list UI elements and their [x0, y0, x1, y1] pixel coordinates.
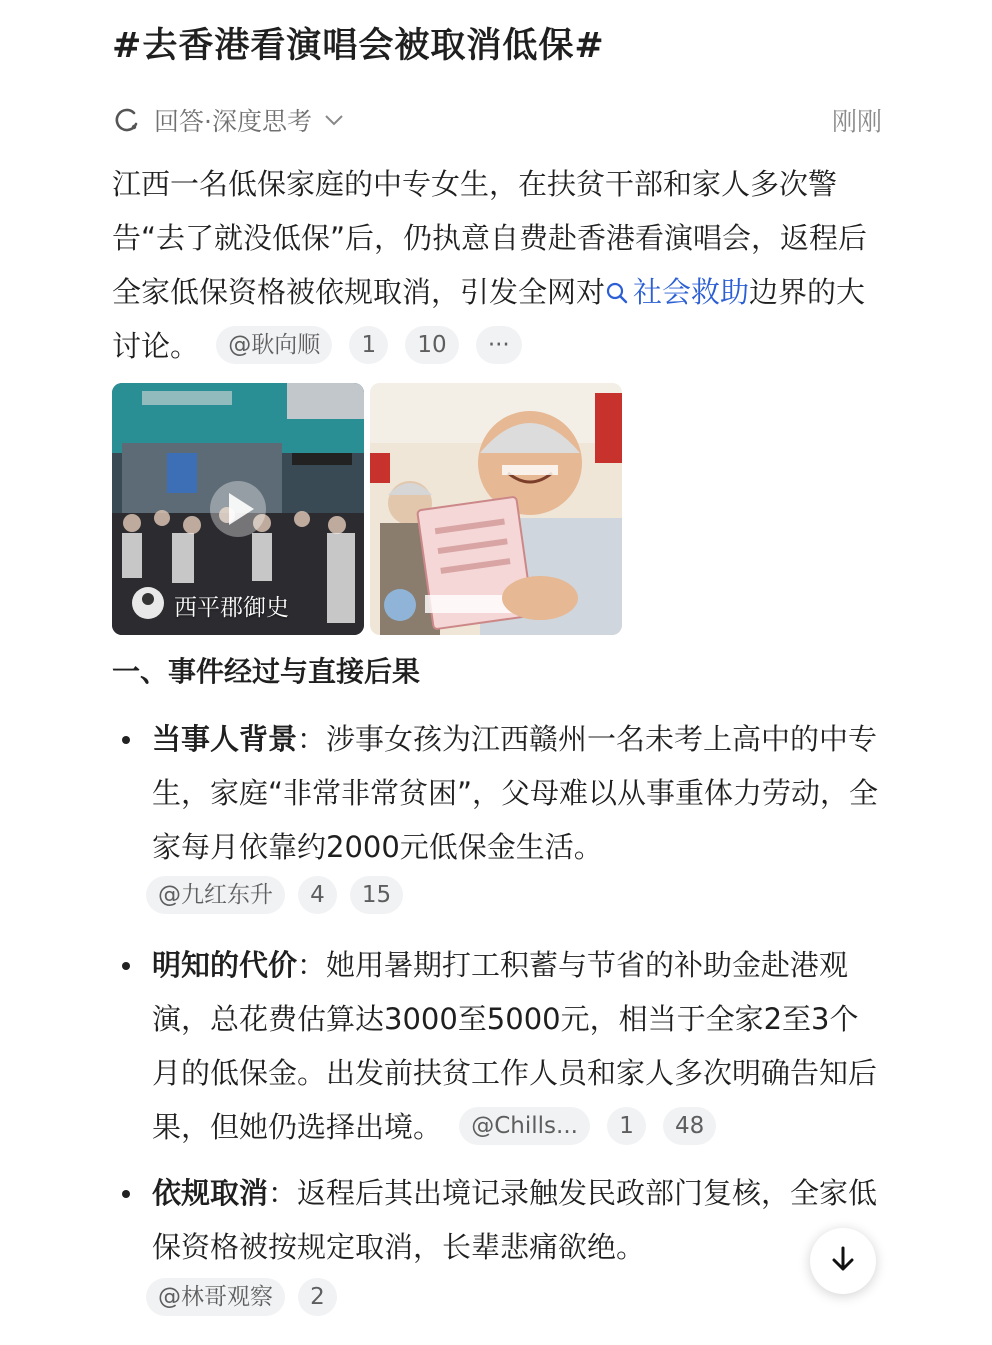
list-item-body: ：返程后其出境记录触发民政部门复核，全家低保资格被按规定取消，长辈悲痛欲绝。: [152, 1176, 878, 1264]
chevron-down-icon[interactable]: [324, 113, 344, 127]
media-gallery: [112, 383, 632, 635]
source-chip[interactable]: @九红东升: [146, 876, 285, 914]
video-thumbnail[interactable]: [112, 383, 364, 635]
search-link-social-aid[interactable]: [605, 275, 749, 309]
video-author-name: 西平郡御史: [174, 595, 289, 621]
list-item-text: [152, 1166, 882, 1274]
page-title: #去香港看演唱会被取消低保#: [112, 26, 605, 66]
bullet-dot: [122, 962, 130, 970]
source-count-chip[interactable]: 10: [405, 326, 458, 364]
source-chip[interactable]: @Chills...: [459, 1107, 590, 1145]
list-item-body: ：涉事女孩为江西赣州一名未考上高中的中专生，家庭“非常非常贫困”，父母难以从事重体力劳动，全家每月依靠约2000元低保金生活。: [152, 722, 879, 864]
list-item-label: 当事人背景: [152, 722, 298, 756]
list-item-label: 依规取消: [152, 1176, 269, 1210]
source-chip[interactable]: @耿向顺: [216, 326, 332, 364]
illustration-thumbnail[interactable]: [370, 383, 622, 635]
source-chips: [146, 1278, 337, 1316]
source-count-chip[interactable]: 4: [298, 876, 337, 914]
list-item-text: [152, 712, 882, 874]
answer-mode-toggle[interactable]: 回答·深度思考: [154, 107, 312, 136]
search-icon: [605, 268, 629, 292]
section-heading: 一、事件经过与直接后果: [112, 655, 421, 688]
deep-think-icon: [112, 105, 142, 135]
timestamp: 刚刚: [831, 107, 882, 136]
source-count-chip[interactable]: 1: [349, 326, 388, 364]
list-item-text: [152, 938, 882, 1154]
list-item-label: 明知的代价: [152, 948, 298, 982]
source-count-chip[interactable]: 48: [663, 1107, 716, 1145]
list-item-body: ：她用暑期打工积蓄与节省的补助金赴港观演，总花费估算达3000至5000元，相当于全家2至3个月的低保金。出发前扶贫工作人员和家人多次明确告知后果，但她仍选择出境。: [152, 948, 878, 1144]
arrow-down-icon: [828, 1244, 858, 1278]
source-chips: [146, 876, 403, 914]
more-sources-button[interactable]: ···: [476, 326, 522, 364]
answer-meta-bar: [112, 98, 882, 142]
bullet-dot: [122, 1190, 130, 1198]
intro-text: 江西一名低保家庭的中专女生，在扶贫干部和家人多次警告“去了就没低保”后，仍执意自费赴香港看演唱会，返程后全家低保资格被依规取消，引发全网对: [112, 167, 868, 309]
source-chip[interactable]: @林哥观察: [146, 1278, 285, 1316]
source-count-chip[interactable]: 1: [607, 1107, 646, 1145]
source-count-chip[interactable]: 15: [350, 876, 403, 914]
source-count-chip[interactable]: 2: [298, 1278, 337, 1316]
bullet-dot: [122, 736, 130, 744]
intro-paragraph: [112, 157, 882, 373]
search-link-label: 社会救助: [633, 275, 750, 309]
intro-text-end: 边界的大讨论。: [112, 275, 866, 363]
scroll-to-bottom-button[interactable]: [810, 1228, 876, 1294]
